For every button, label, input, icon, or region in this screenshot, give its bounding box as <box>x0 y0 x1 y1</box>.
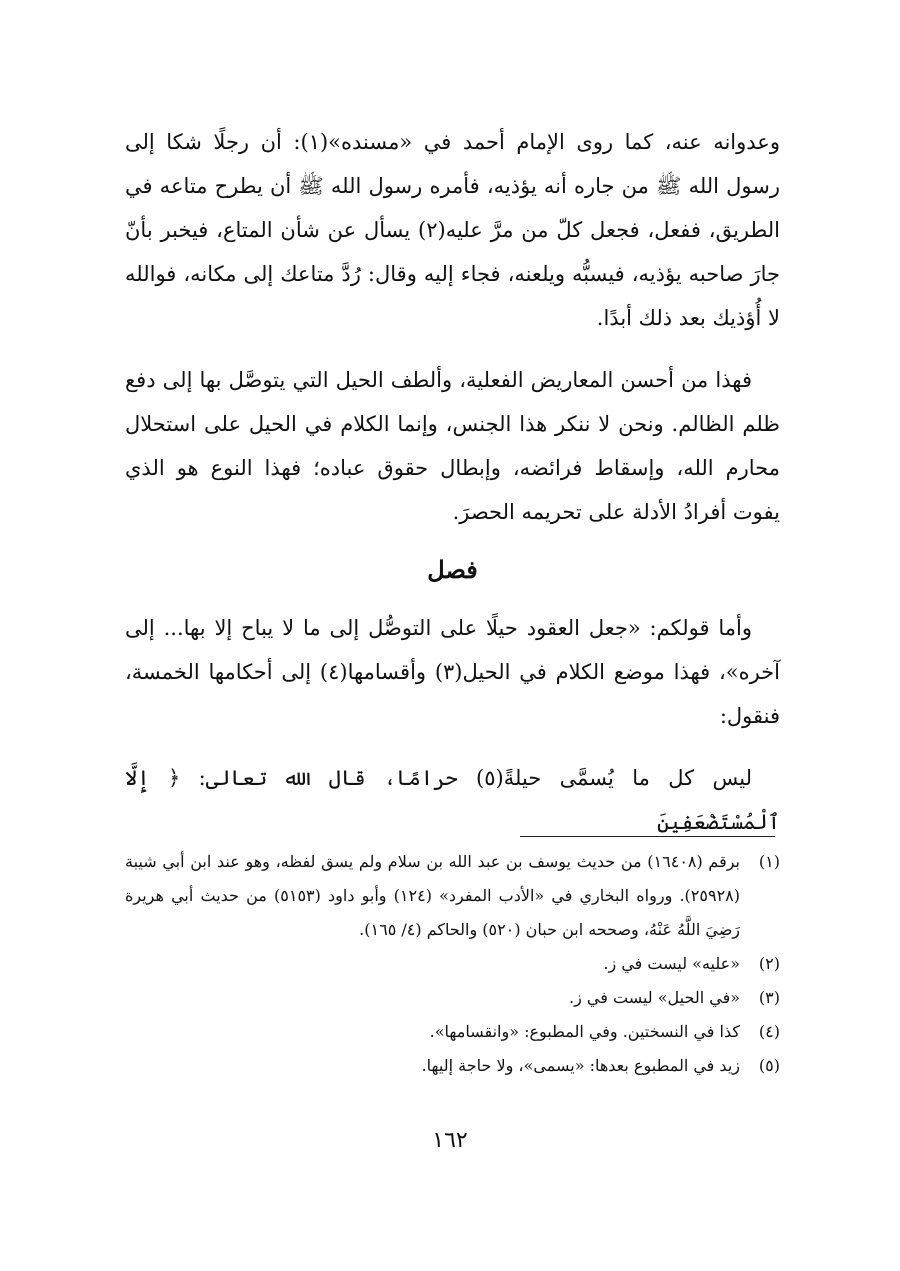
footnote-2 <box>125 947 780 981</box>
paragraph-gap <box>125 340 780 358</box>
footnote-number: (١) <box>758 852 780 871</box>
footnote-3 <box>125 981 780 1015</box>
paragraph-4: ليس كل ما يُسمَّى حيلةً(٥) حرامًا، قال الله تعالى: ﴿ إِلَّا ٱلْمُسْتَضْعَفِينَ <box>125 766 780 834</box>
footnote-5 <box>125 1049 780 1083</box>
footnote-1 <box>125 845 780 947</box>
main-text <box>125 120 780 844</box>
footnote-number: (٥) <box>758 1056 780 1075</box>
footnotes <box>125 845 780 1083</box>
footnote-number: (٣) <box>758 988 780 1007</box>
footnote-number: (٤) <box>758 1022 780 1041</box>
footnote-number: (٢) <box>758 954 780 973</box>
footnote-text: «عليه» ليست في ز. <box>603 954 740 973</box>
paragraph-2: فهذا من أحسن المعاريض الفعلية، وألطف الحيل التي يتوصَّل بها إلى دفع ظلم الظالم. ونحن لا ننكر هذا الجنس، وإنما الكلام في الحيل على استحلال محارم الله، وإسقاط فرائضه، وإبطال حقوق عباده؛ فهذا النوع هو الذي يفوت أفرادُ الأدلة على تحريمه الحصرَ. <box>125 368 780 524</box>
section-heading: فصل <box>427 555 478 584</box>
footnote-separator <box>520 836 775 837</box>
paragraph-gap <box>125 738 780 756</box>
page-number: ١٦٢ <box>432 1128 468 1153</box>
footnote-4 <box>125 1015 780 1049</box>
paragraph-1: وعدوانه عنه، كما روى الإمام أحمد في «مسنده»(١): أن رجلًا شكا إلى رسول الله ﷺ من جاره أنه يؤذيه، فأمره رسول الله ﷺ أن يطرح متاعه في الطريق، ففعل، فجعل كلّ من مرَّ عليه(٢) يسأل عن شأن المتاع، فيخبر بأنّ جارَ صاحبه يؤذيه، فيسبُّه ويلعنه، فجاء إليه وقال: رُدَّ متاعك إلى مكانه، فوالله لا أُؤذيك بعد ذلك أبدًا. <box>125 130 780 330</box>
footnote-text: كذا في النسختين. وفي المطبوع: «وانقسامها». <box>429 1022 740 1041</box>
footnote-text: زيد في المطبوع بعدها: «يسمى»، ولا حاجة إليها. <box>421 1056 740 1075</box>
footnote-text: برقم (١٦٤٠٨) من حديث يوسف بن عبد الله بن سلام ولم يسق لفظه، وهو عند ابن أبي شيبة (٢٥٩٢٨). ورواه البخاري في «الأدب المفرد» (١٢٤) وأبو داود (٥١٥٣) من حديث أبي هريرة رَضِيَ اللَّهُ عَنْهُ، وصححه ابن حبان (٥٢٠) والحاكم (٤/ ١٦٥). <box>125 852 741 939</box>
paragraph-3: وأما قولكم: «جعل العقود حيلًا على التوصُّل إلى ما لا يباح إلا بها... إلى آخره»، فهذا موضع الكلام في الحيل(٣) وأقسامها(٤) إلى أحكامها الخمسة، فنقول: <box>125 616 780 728</box>
footnote-text: «في الحيل» ليست في ز. <box>569 988 740 1007</box>
